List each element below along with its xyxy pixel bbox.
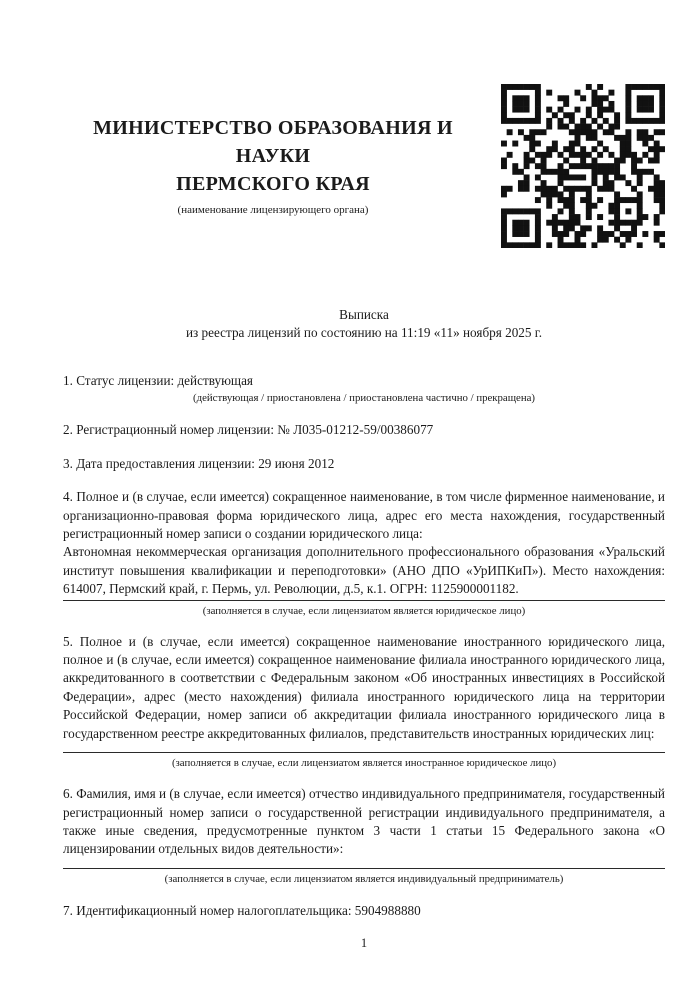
item-5-foreign-entity-prompt: 5. Полное и (в случае, если имеется) сокращенное наименование иностранного юридического лица, полное и (в случае, если имеется) сокращенное наименование филиала иностранного юридического лица, аккредитованного в соответствии с Федеральным законом «Об иностранных инвестициях в Российской Федерации», адрес (место нахождения) филиала иностранного юридического лица на территории Российской Федерации, номер записи об аккредитации филиала иностранного юридического лица в государственном реестре аккредитованных филиалов, представительств иностранных юридических лиц: xyxy=(63,633,665,741)
ministry-name-line2: ПЕРМСКОГО КРАЯ xyxy=(176,173,370,195)
item-7-taxpayer-number: 7. Идентификационный номер налогоплательщика: 5904988880 xyxy=(63,902,421,918)
qr-code-icon xyxy=(501,84,665,248)
page-number: 1 xyxy=(360,936,368,951)
item-4-legal-entity-prompt: 4. Полное и (в случае, если имеется) сокращенное наименование, в том числе фирменное наименование, и организационно-правовая форма юридического лица, адрес его места нахождения, государственный регистрационный номер записи о создании юридического лица: xyxy=(63,489,665,542)
licensing-authority-caption: (наименование лицензирующего органа) xyxy=(177,204,369,216)
item-4-caption: (заполняется в случае, если лицензиатом является юридическое лицо) xyxy=(202,604,526,617)
ministry-name-line1: МИНИСТЕРСТВО ОБРАЗОВАНИЯ И НАУКИ xyxy=(93,117,453,167)
item-5-fill-line xyxy=(63,752,665,753)
item-6-entrepreneur-prompt: 6. Фамилия, имя и (в случае, если имеется) отчество индивидуального предпринимателя, государственный регистрационный номер записи о государственной регистрации индивидуального предпринимателя, а также иные сведения, предусмотренные пунктом 3 части 1 статьи 15 Федерального закона «О лицензировании отдельных видов деятельности»: xyxy=(63,786,665,857)
item-4-fill-line xyxy=(63,600,665,601)
item-5-caption: (заполняется в случае, если лицензиатом является иностранное юридическое лицо) xyxy=(171,757,557,770)
licensing-authority-block xyxy=(63,114,501,218)
ministry-name xyxy=(63,114,483,198)
document-title-line2: из реестра лицензий по состоянию на 11:19 «11» ноября 2025 г. xyxy=(185,325,543,340)
document-title-line1: Выписка xyxy=(339,307,389,322)
item-4-legal-entity-value: Автономная некоммерческая организация дополнительного профессионального образования «Уральский институт повышения квалификации и переподготовки» (АНО ДПО «УрИПКиП»). Место нахождения: 614007, Пермский край, г. Пермь, ул. Революции, д.5, к.1. ОГРН: 1125900001182. xyxy=(63,544,665,597)
item-6-fill-line xyxy=(63,868,665,869)
item-2-registration-number: 2. Регистрационный номер лицензии: № Л035-01212-59/00386077 xyxy=(63,422,434,438)
document-header xyxy=(63,0,665,248)
document-title xyxy=(63,306,665,342)
item-1-license-status: 1. Статус лицензии: действующая xyxy=(63,373,254,388)
item-3-grant-date: 3. Дата предоставления лицензии: 29 июня 2012 xyxy=(63,455,335,471)
item-1-caption: (действующая / приостановлена / приостановлена частично / прекращена) xyxy=(193,392,535,405)
item-6-caption: (заполняется в случае, если лицензиатом является индивидуальный предприниматель) xyxy=(164,872,564,885)
